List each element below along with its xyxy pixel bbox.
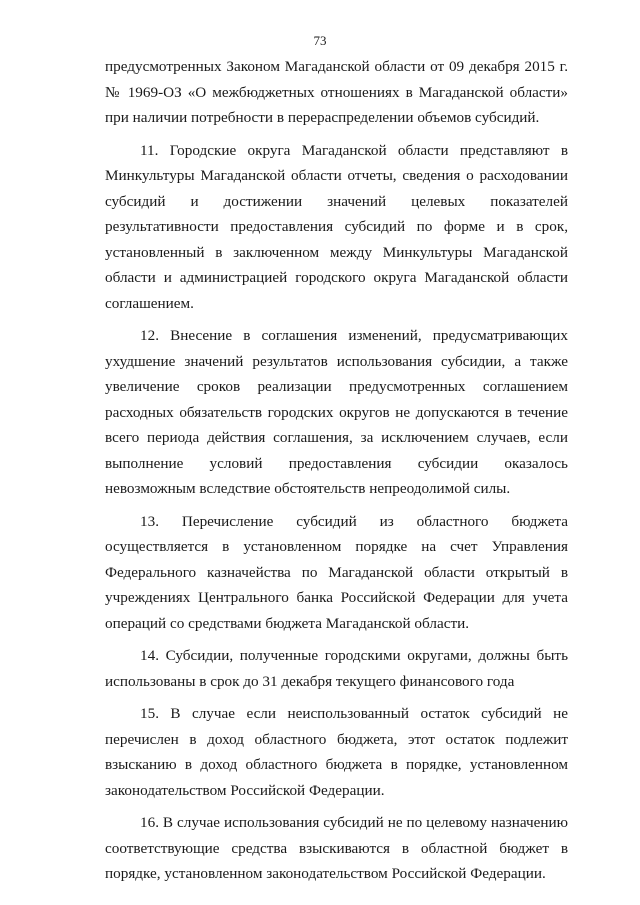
paragraph-continuation: предусмотренных Законом Магаданской области от 09 декабря 2015 г. № 1969-ОЗ «О межбюджетных отношениях в Магаданской области» при наличии потребности в перераспределении объемов субсидий. (105, 58, 568, 126)
document-body (105, 54, 568, 887)
paragraph-13: 13. Перечисление субсидий из областного бюджета осуществляется в установленном порядке на счет Управления Федерального казначейства по Магаданской области открытый в учреждениях Центрального банка Российской Федерации для учета операций со средствами бюджета Магаданской области. (105, 512, 568, 632)
paragraph-12: 12. Внесение в соглашения изменений, предусматривающих ухудшение значений результатов использования субсидии, а также увеличение сроков реализации предусмотренных соглашением расходных обязательств городских округов не допускаются в течение всего периода действия соглашения, за исключением случаев, если выполнение условий предоставления субсидии оказалось невозможным вследствие обстоятельств непреодолимой силы. (105, 327, 568, 497)
page-number: 73 (313, 33, 327, 48)
paragraph-16: 16. В случае использования субсидий не по целевому назначению соответствующие средства взыскиваются в областной бюджет в порядке, установленном законодательством Российской Федерации. (105, 814, 568, 882)
paragraph-15: 15. В случае если неиспользованный остаток субсидий не перечислен в доход областного бюджета, этот остаток подлежит взысканию в доход областного бюджета в порядке, установленном законодательством Российской Федерации. (105, 705, 568, 799)
paragraph-11: 11. Городские округа Магаданской области представляют в Минкультуры Магаданской области отчеты, сведения о расходовании субсидий и достижении значений целевых показателей результативности предоставления субсидий по форме и в срок, установленный в заключенном между Минкультуры Магаданской области и администрацией городского округа Магаданской области соглашением. (105, 141, 568, 312)
paragraph-14: 14. Субсидии, полученные городскими округами, должны быть использованы в срок до 31 декабря текущего финансового года (105, 647, 568, 690)
